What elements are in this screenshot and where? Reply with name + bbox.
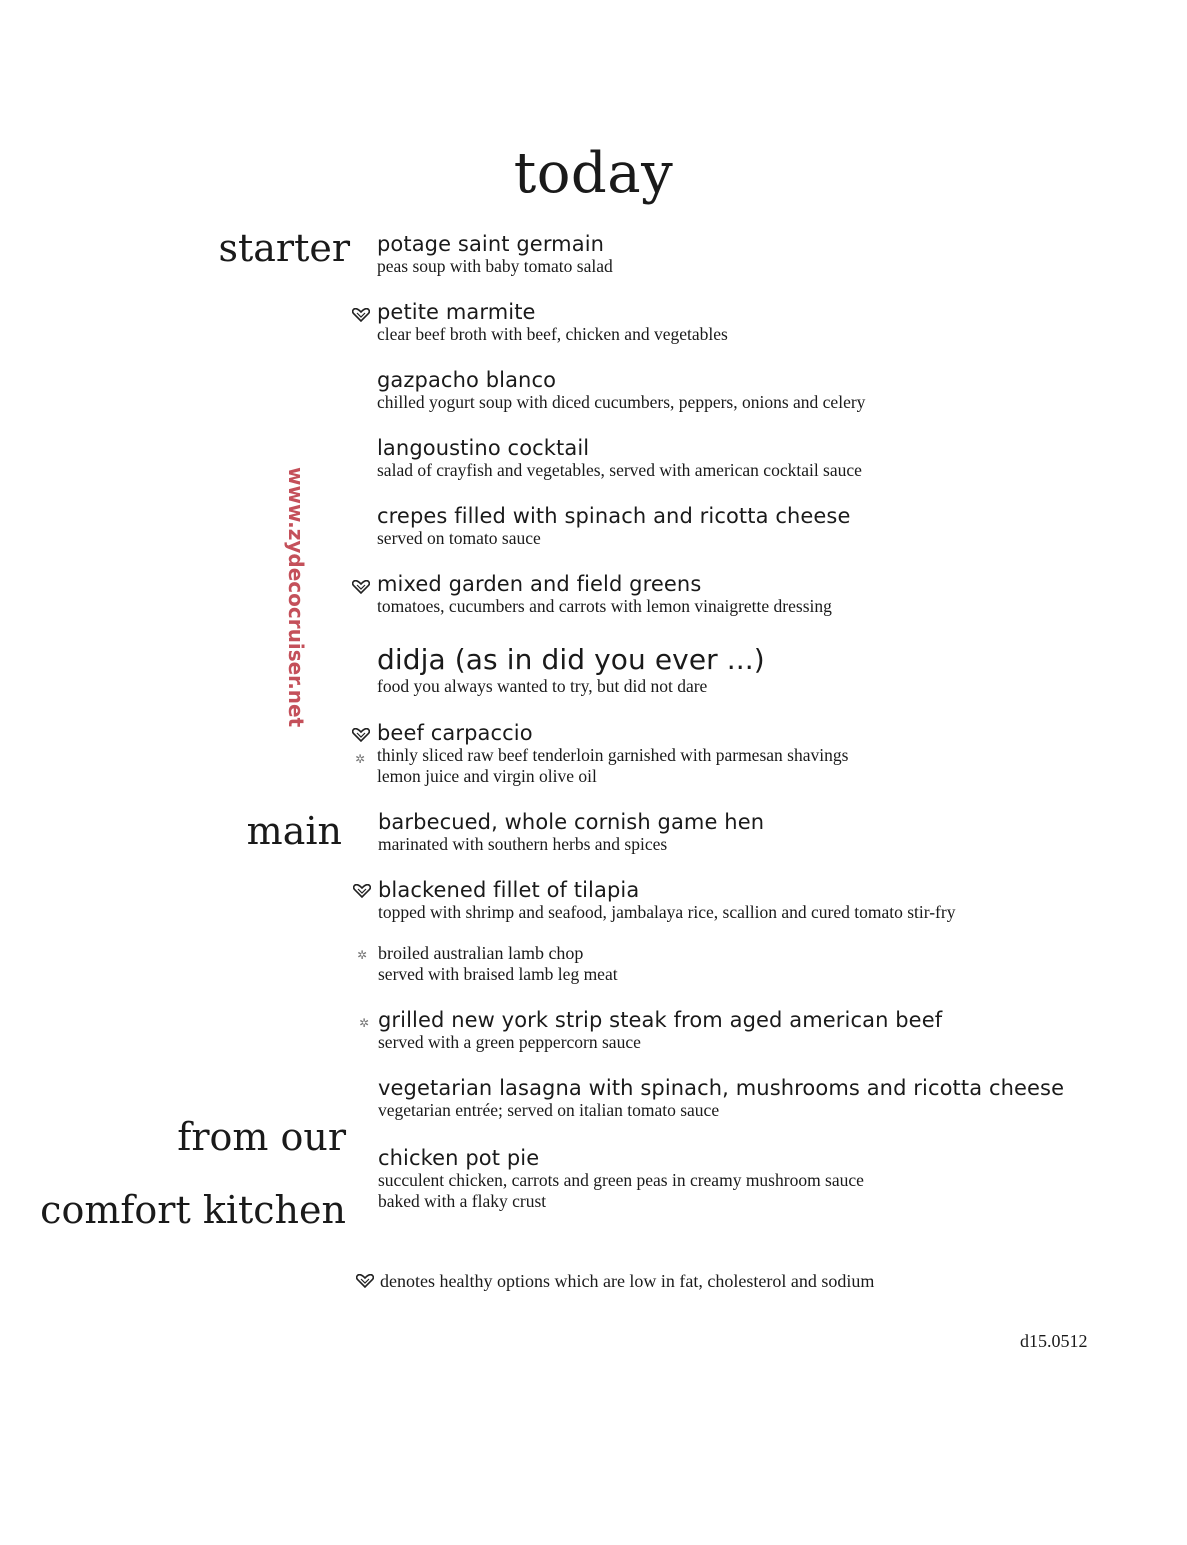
footnote-text: denotes healthy options which are low in fat, cholesterol and sodium: [380, 1271, 875, 1291]
item-name: barbecued, whole cornish game hen: [378, 810, 765, 834]
menu-item: [378, 1076, 1064, 1121]
footnote: [356, 1270, 874, 1292]
star-icon: ✲: [359, 1016, 370, 1030]
item-name: potage saint germain: [377, 232, 605, 256]
item-desc: succulent chicken, carrots and green peas in creamy mushroom sauce: [378, 1170, 864, 1190]
item-name: crepes filled with spinach and ricotta cheese: [377, 504, 851, 528]
item-name: grilled new york strip steak from aged american beef: [378, 1008, 943, 1032]
menu-item: [378, 1008, 942, 1053]
item-desc: thinly sliced raw beef tenderloin garnished with parmesan shavings: [377, 745, 849, 765]
menu-item: [377, 368, 865, 413]
menu-item: [378, 810, 764, 855]
item-desc: served on tomato sauce: [377, 528, 541, 548]
item-name: chicken pot pie: [378, 1146, 540, 1170]
menu-item: [377, 721, 848, 787]
item-name: langoustino cocktail: [377, 436, 590, 460]
menu-item: [377, 504, 850, 549]
heart-icon: [352, 308, 370, 322]
item-name: gazpacho blanco: [377, 368, 557, 392]
section-main: main: [246, 809, 342, 853]
heart-icon: [353, 884, 371, 898]
item-desc: tomatoes, cucumbers and carrots with lemon vinaigrette dressing: [377, 596, 832, 616]
star-icon: ✲: [355, 752, 366, 766]
page-title: today: [513, 141, 674, 206]
item-name: petite marmite: [377, 300, 536, 324]
item-name: didja (as in did you ever ...): [377, 643, 765, 676]
item-desc: clear beef broth with beef, chicken and vegetables: [377, 324, 728, 344]
menu-item: [377, 572, 832, 617]
menu-item: [378, 943, 618, 985]
item-desc: vegetarian entrée; served on italian tomato sauce: [378, 1100, 720, 1120]
menu-item: [377, 232, 613, 277]
item-desc: peas soup with baby tomato salad: [377, 256, 613, 276]
menu-code: d15.0512: [1020, 1331, 1088, 1351]
item-desc: topped with shrimp and seafood, jambalaya rice, scallion and cured tomato stir-fry: [378, 902, 956, 922]
item-desc: salad of crayfish and vegetables, served with american cocktail sauce: [377, 460, 862, 480]
section-comfort-line1: from our: [177, 1115, 346, 1159]
item-name: broiled australian lamb chop: [378, 943, 584, 963]
item-desc: chilled yogurt soup with diced cucumbers, peppers, onions and celery: [377, 392, 866, 412]
item-desc: food you always wanted to try, but did not dare: [377, 676, 708, 696]
menu-item: [377, 644, 765, 697]
item-name: blackened fillet of tilapia: [378, 878, 640, 902]
menu-item: [377, 300, 728, 345]
heart-icon: [352, 728, 370, 742]
section-starter: starter: [218, 226, 350, 270]
menu-item: [378, 1146, 864, 1212]
heart-icon: [352, 580, 370, 594]
item-name: beef carpaccio: [377, 721, 533, 745]
menu-item: [377, 436, 862, 481]
item-desc: baked with a flaky crust: [378, 1191, 547, 1211]
item-desc: served with a green peppercorn sauce: [378, 1032, 641, 1052]
heart-icon: [356, 1274, 374, 1288]
item-desc: lemon juice and virgin olive oil: [377, 766, 597, 786]
item-desc: marinated with southern herbs and spices: [378, 834, 668, 854]
menu-item: [378, 878, 955, 923]
item-name: mixed garden and field greens: [377, 572, 702, 596]
star-icon: ✲: [357, 948, 368, 962]
watermark-url: www.zydecocruiser.net: [284, 467, 308, 728]
item-desc: served with braised lamb leg meat: [378, 964, 618, 984]
item-name: vegetarian lasagna with spinach, mushrooms and ricotta cheese: [378, 1076, 1065, 1100]
section-comfort-line2: comfort kitchen: [40, 1188, 346, 1232]
